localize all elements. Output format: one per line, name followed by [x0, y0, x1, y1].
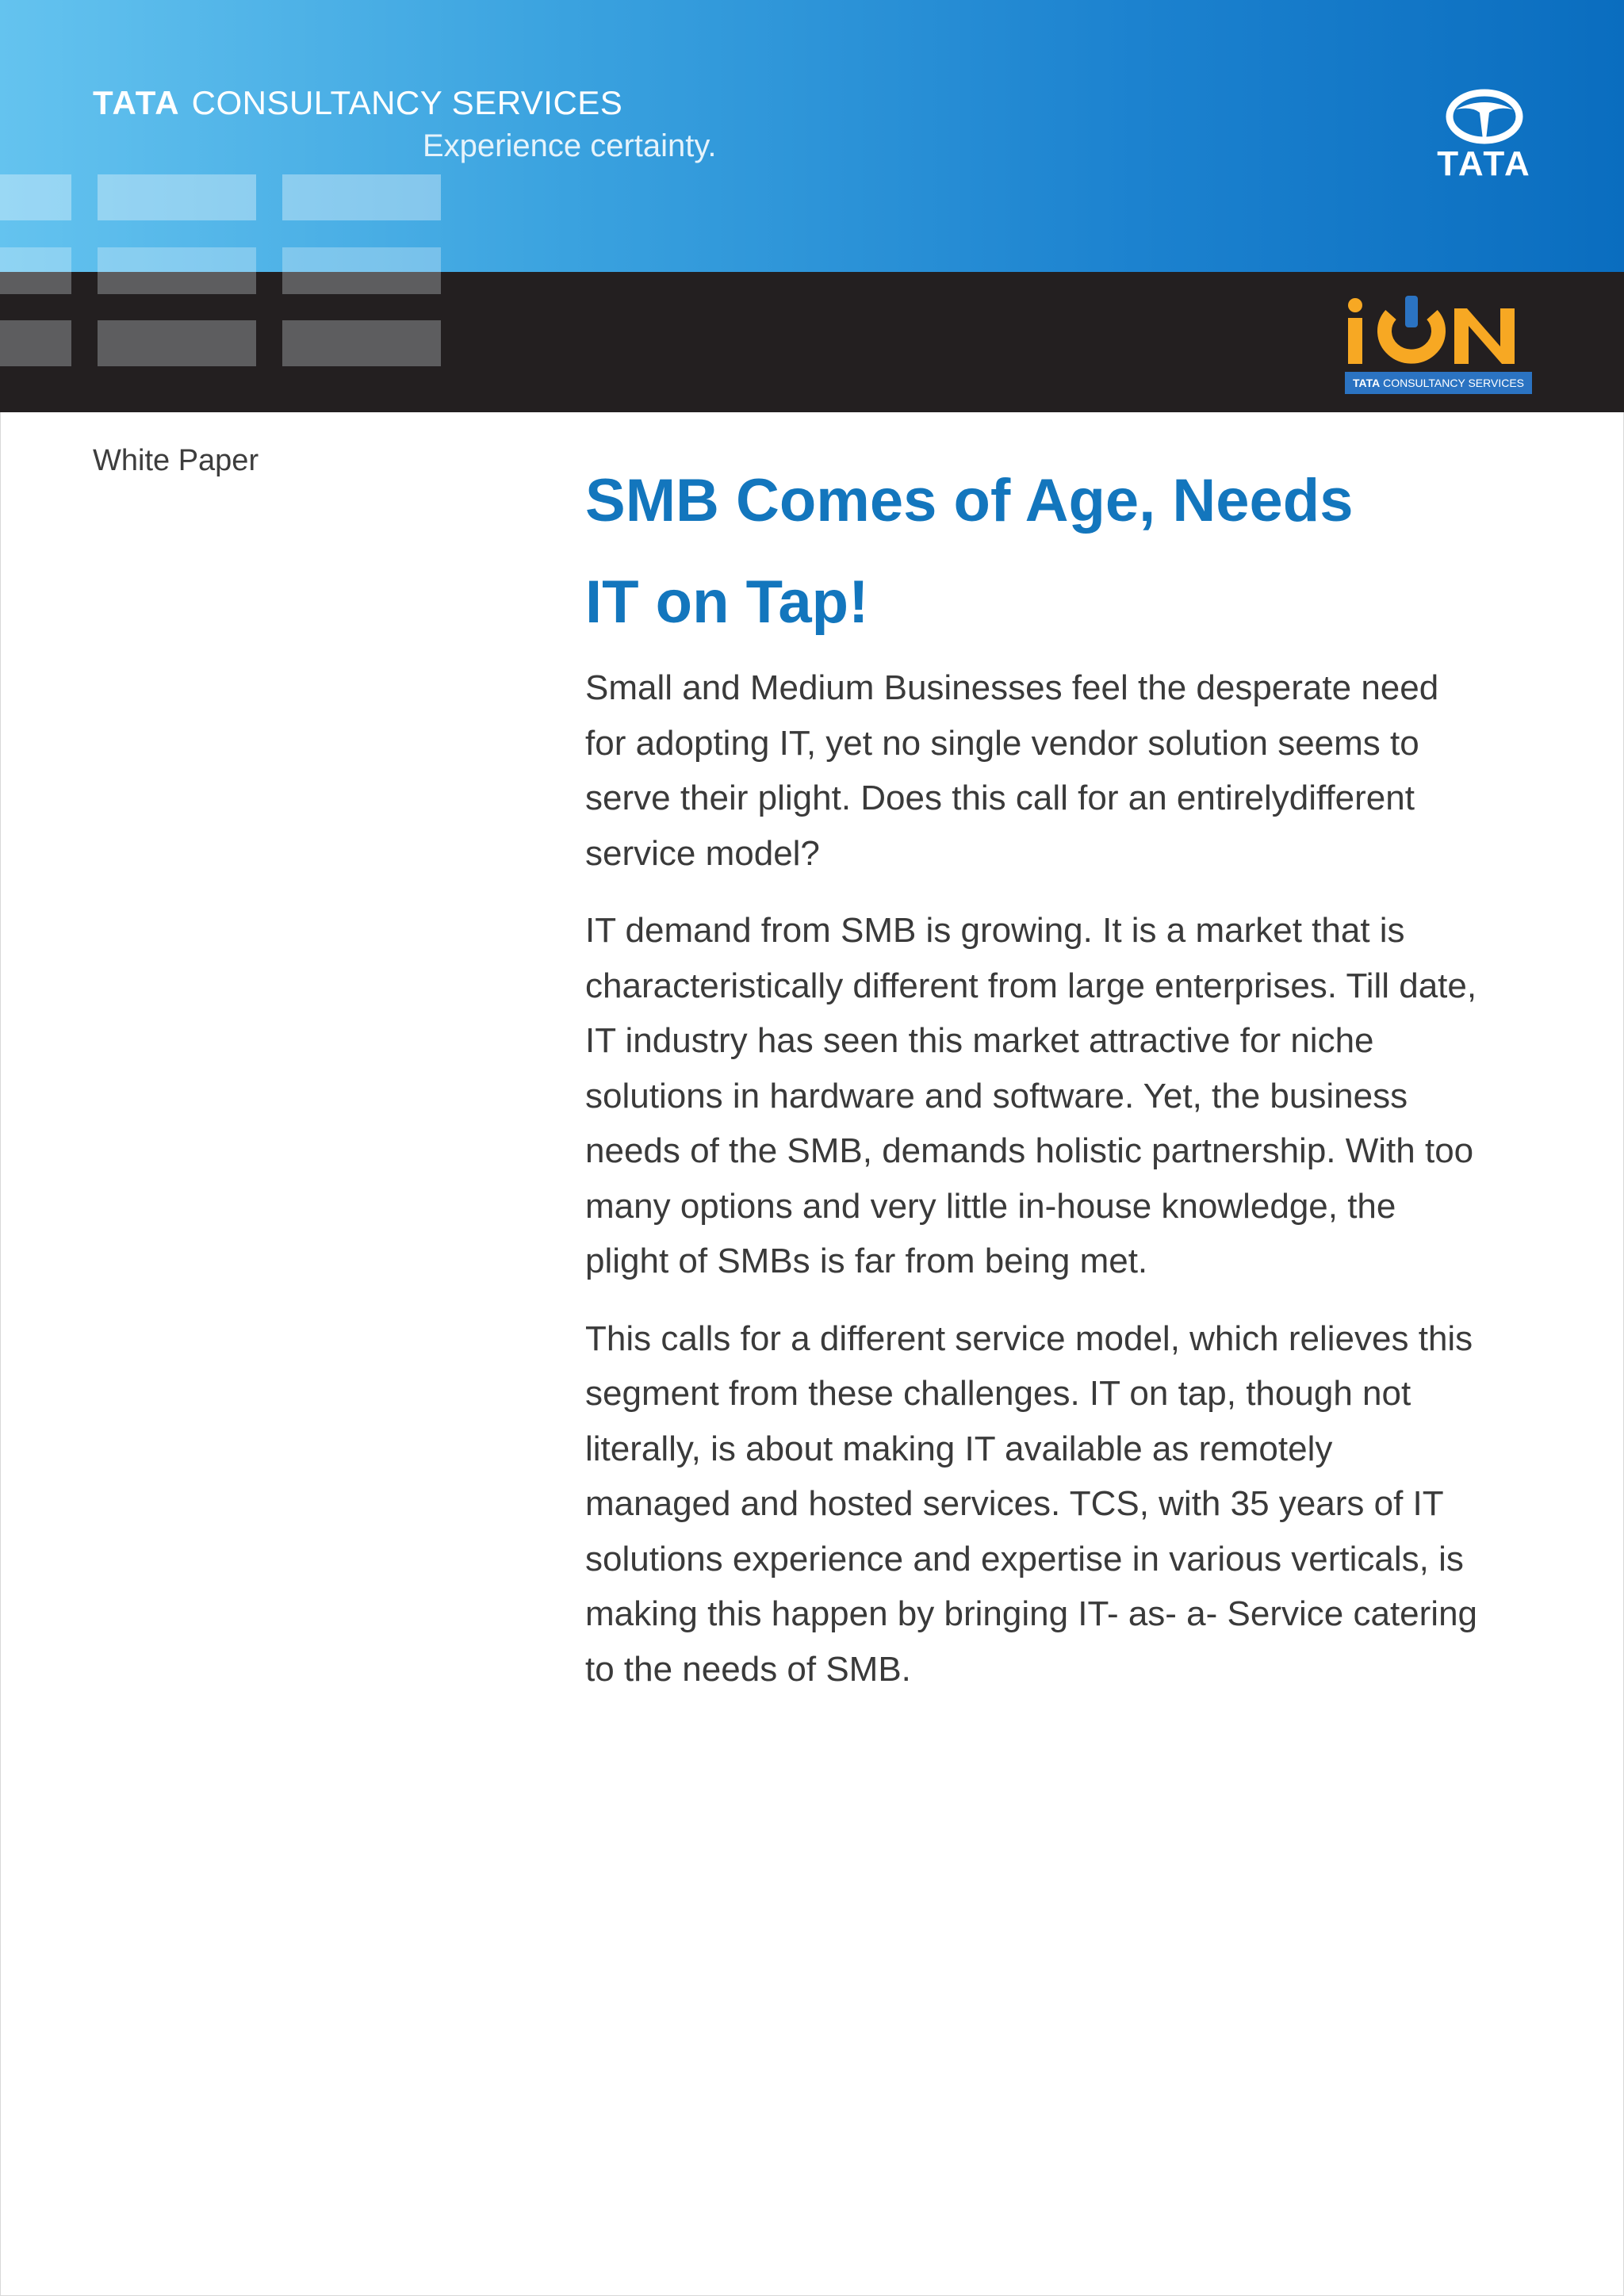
tata-logo-text: TATA — [1437, 144, 1532, 183]
decor-tile — [0, 272, 71, 294]
document-type-label: White Paper — [93, 444, 259, 477]
brand-name-rest: CONSULTANCY SERVICES — [191, 84, 623, 121]
brand-name-strong: TATA — [93, 84, 181, 121]
decor-tile — [0, 247, 71, 272]
ion-strip-rest: CONSULTANCY SERVICES — [1383, 377, 1524, 389]
decor-tile — [0, 174, 71, 220]
decor-tile — [0, 320, 71, 366]
decor-tile — [282, 272, 441, 294]
brand-tagline: Experience certainty. — [423, 128, 717, 163]
decor-tile — [282, 320, 441, 366]
paragraph: This calls for a different service model, which relieves this segment from these challenges. IT on tap, though not literally, is about making IT available as remotely managed and hosted services. TCS, with 35 years of IT solutions experience and expertise in various verticals, is making this happen by bringing IT- as- a- Service catering to the needs of SMB. — [585, 1318, 1478, 1689]
document-title-line1: SMB Comes of Age, Needs — [585, 467, 1354, 534]
ion-logo-strip — [1345, 372, 1532, 394]
brand-name — [93, 84, 622, 122]
tata-logo — [1429, 89, 1540, 184]
ion-logo — [1345, 291, 1532, 397]
tata-emblem-icon — [1429, 89, 1540, 144]
decor-tile — [98, 247, 256, 272]
decor-tile — [282, 247, 441, 272]
document-title-line2: IT on Tap! — [585, 568, 869, 636]
paragraph: Small and Medium Businesses feel the desperate need for adopting IT, yet no single vendor solution seems to serve their plight. Does this call for an entirelydifferent service model? — [585, 668, 1439, 873]
ion-logo-icon — [1345, 291, 1532, 367]
decor-tile — [98, 272, 256, 294]
document-body — [585, 660, 1481, 1719]
decor-tile — [98, 174, 256, 220]
document-title — [585, 450, 1497, 653]
decor-tile — [282, 174, 441, 220]
paragraph: IT demand from SMB is growing. It is a market that is characteristically different from large enterprises. Till date, IT industry has seen this market attractive for niche solutions in hardware and software. Yet, the business needs of the SMB, demands holistic partnership. With too many options and very little in-house knowledge, the plight of SMBs is far from being met. — [585, 911, 1477, 1280]
ion-strip-strong: TATA — [1352, 377, 1381, 389]
header-banner — [0, 0, 1624, 272]
decor-tile — [98, 320, 256, 366]
